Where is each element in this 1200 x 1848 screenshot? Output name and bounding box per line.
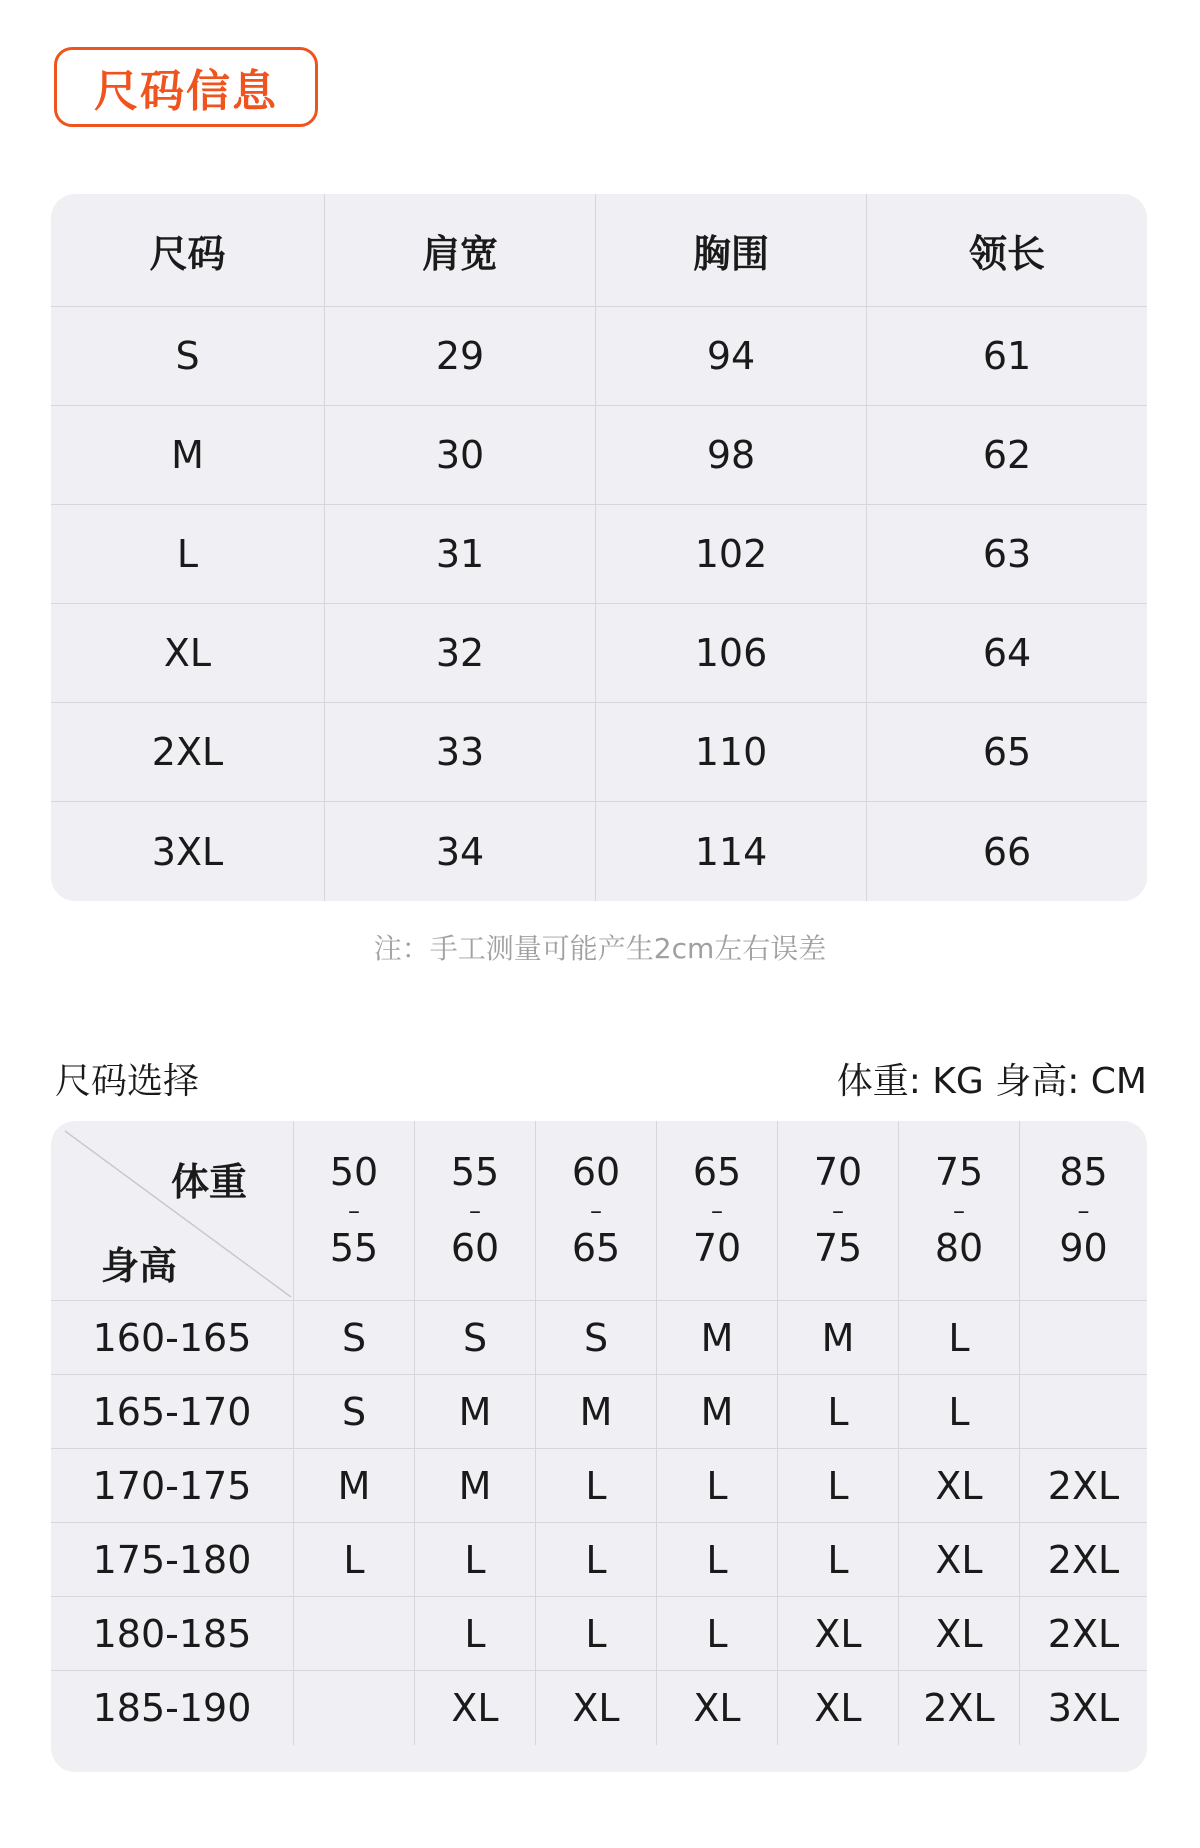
chest-cell: 98: [596, 406, 867, 504]
section-badge-label: 尺码信息: [94, 66, 278, 117]
corner-weight-label: 体重: [171, 1160, 248, 1204]
size-measurement-table: [51, 194, 1147, 901]
size-cell: XL: [899, 1523, 1020, 1596]
size-cell: L: [415, 1597, 536, 1670]
table-row: [51, 1597, 1147, 1671]
size-cell: L: [778, 1523, 899, 1596]
size-cell: L: [415, 1523, 536, 1596]
size-cell: M: [778, 1301, 899, 1374]
weight-dash: –: [953, 1196, 965, 1225]
weight-to: 55: [329, 1225, 379, 1270]
weight-dash: –: [469, 1196, 481, 1225]
header-size: 尺码: [51, 194, 325, 306]
weight-to: 60: [450, 1225, 500, 1270]
size-cell: M: [294, 1449, 415, 1522]
size-cell: 3XL: [1047, 1686, 1120, 1730]
size-cell: M: [415, 1449, 536, 1522]
table-row: [51, 1671, 1147, 1745]
collar-cell: 64: [982, 631, 1032, 675]
weight-from: 60: [571, 1149, 621, 1194]
size-cell: XL: [415, 1671, 536, 1745]
weight-from: 70: [813, 1149, 863, 1194]
size-cell: M: [657, 1375, 778, 1448]
collar-cell: 65: [982, 730, 1032, 774]
size-cell: S: [294, 1375, 415, 1448]
weight-header-cell: [415, 1121, 536, 1300]
shoulder-cell: 29: [325, 307, 596, 405]
size-cell: 2XL: [51, 703, 325, 801]
shoulder-cell: 33: [325, 703, 596, 801]
size-cell: 3XL: [51, 802, 325, 901]
size-cell: L: [899, 1301, 1020, 1374]
size-cell: L: [536, 1597, 657, 1670]
selection-header-row: [51, 1121, 1147, 1301]
size-cell: [1020, 1375, 1147, 1448]
measurement-note: 注：手工测量可能产生2cm左右误差: [373, 932, 827, 965]
chest-cell: 110: [596, 703, 867, 801]
weight-dash: –: [348, 1196, 360, 1225]
chest-cell: 106: [596, 604, 867, 702]
size-cell: S: [536, 1301, 657, 1374]
weight-from: 65: [692, 1149, 742, 1194]
size-cell: M: [51, 406, 325, 504]
weight-to: 70: [692, 1225, 742, 1270]
size-selection-table: [51, 1121, 1147, 1772]
weight-dash: –: [590, 1196, 602, 1225]
size-cell: S: [294, 1301, 415, 1374]
weight-to: 90: [1059, 1225, 1108, 1270]
size-cell: XL: [657, 1671, 778, 1745]
size-cell: [294, 1597, 415, 1670]
weight-to: 80: [934, 1225, 984, 1270]
size-cell: L: [536, 1523, 657, 1596]
collar-cell: 61: [982, 334, 1032, 378]
size-cell: L: [536, 1449, 657, 1522]
table-row: [51, 703, 1147, 802]
section-badge-size-info: [54, 47, 318, 127]
size-cell: [294, 1671, 415, 1745]
shoulder-cell: 31: [325, 505, 596, 603]
table-header-row: [51, 194, 1147, 307]
header-chest: 胸围: [596, 194, 867, 306]
table-row: [51, 307, 1147, 406]
size-cell: 2XL: [1047, 1537, 1120, 1582]
shoulder-cell: 32: [325, 604, 596, 702]
corner-height-label: 身高: [101, 1244, 178, 1288]
size-cell: S: [51, 307, 325, 405]
table-row: [51, 802, 1147, 901]
size-cell: L: [899, 1375, 1020, 1448]
shoulder-cell: 34: [325, 802, 596, 901]
size-cell: L: [657, 1523, 778, 1596]
size-cell: L: [778, 1449, 899, 1522]
height-range-cell: 165-170: [51, 1375, 294, 1448]
size-cell: XL: [536, 1671, 657, 1745]
weight-header-cell: [1020, 1121, 1147, 1300]
weight-header-cell: [657, 1121, 778, 1300]
chest-cell: 114: [596, 802, 867, 901]
table-row: [51, 406, 1147, 505]
header-shoulder: 肩宽: [325, 194, 596, 306]
size-cell: M: [657, 1301, 778, 1374]
weight-to: 75: [813, 1225, 863, 1270]
table-row: [51, 604, 1147, 703]
header-collar: 领长: [968, 231, 1045, 276]
height-range-cell: 175-180: [51, 1523, 294, 1596]
weight-dash: –: [711, 1196, 723, 1225]
weight-from: 50: [329, 1149, 379, 1194]
size-cell: M: [536, 1375, 657, 1448]
size-cell: L: [294, 1523, 415, 1596]
weight-to: 65: [571, 1225, 621, 1270]
size-cell: 2XL: [899, 1671, 1020, 1745]
weight-header-cell: [778, 1121, 899, 1300]
chest-cell: 94: [596, 307, 867, 405]
size-cell: 2XL: [1047, 1611, 1120, 1656]
size-cell: L: [778, 1375, 899, 1448]
height-range-cell: 160-165: [51, 1301, 294, 1374]
weight-header-cell: [536, 1121, 657, 1300]
size-cell: L: [51, 505, 325, 603]
table-row: [51, 1523, 1147, 1597]
collar-cell: 63: [982, 532, 1032, 576]
height-range-cell: 170-175: [51, 1449, 294, 1522]
collar-cell: 66: [982, 829, 1032, 874]
table-row: [51, 1301, 1147, 1375]
table-row: [51, 1449, 1147, 1523]
table-row: [51, 505, 1147, 604]
weight-dash: –: [1077, 1196, 1090, 1225]
height-range-cell: 180-185: [51, 1597, 294, 1670]
size-cell: L: [657, 1597, 778, 1670]
units-legend: 体重: KG 身高: CM: [836, 1061, 1147, 1102]
weight-header-cell: [294, 1121, 415, 1300]
size-cell: [1020, 1301, 1147, 1374]
size-cell: S: [415, 1301, 536, 1374]
size-cell: 2XL: [1047, 1463, 1120, 1508]
size-cell: XL: [51, 604, 325, 702]
size-cell: XL: [899, 1597, 1020, 1670]
chest-cell: 102: [596, 505, 867, 603]
height-range-cell: 185-190: [51, 1671, 294, 1745]
weight-dash: –: [832, 1196, 844, 1225]
weight-from: 75: [934, 1149, 984, 1194]
weight-header-cell: [899, 1121, 1020, 1300]
weight-from: 85: [1059, 1149, 1108, 1194]
table-row: [51, 1375, 1147, 1449]
weight-from: 55: [450, 1149, 500, 1194]
size-cell: XL: [899, 1449, 1020, 1522]
shoulder-cell: 30: [325, 406, 596, 504]
size-cell: L: [657, 1449, 778, 1522]
collar-cell: 62: [982, 433, 1032, 477]
size-cell: M: [415, 1375, 536, 1448]
size-cell: XL: [778, 1671, 899, 1745]
size-selection-title: 尺码选择: [55, 1061, 200, 1102]
corner-header-cell: [51, 1121, 294, 1300]
size-cell: XL: [778, 1597, 899, 1670]
